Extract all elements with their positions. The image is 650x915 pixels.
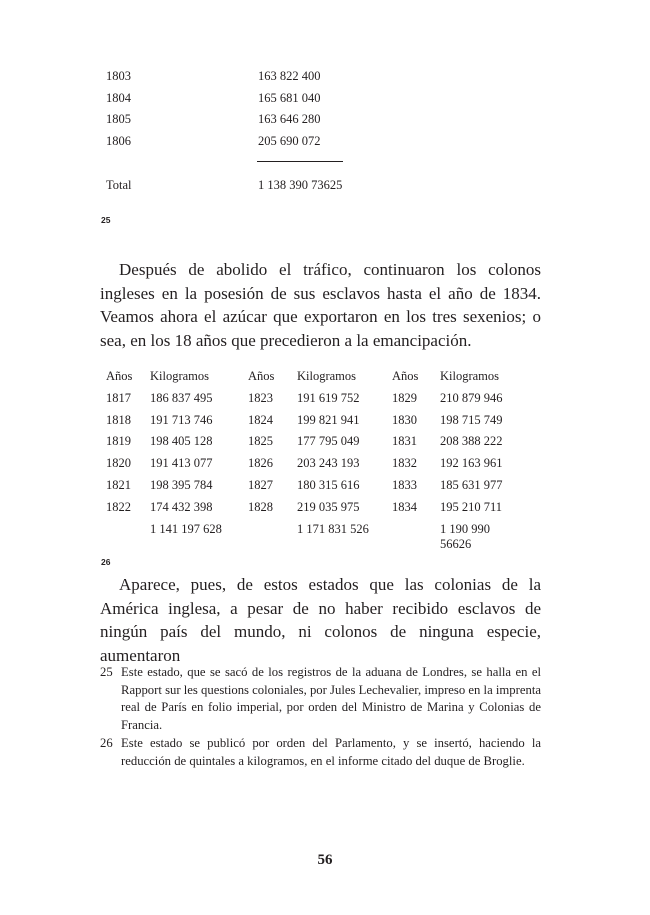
- table-row: [106, 475, 546, 497]
- table-cell: 203 243 193: [297, 456, 360, 471]
- header-cell: Kilogramos: [297, 369, 357, 383]
- footnote-text: Este estado se publicó por orden del Parlamento, y se insertó, haciendo la reducción de quintales a kilogramos, en el informe citado del duque de Broglie.: [121, 735, 541, 768]
- sugar-export-table: [106, 366, 546, 551]
- total-value: 1 138 390 73625: [258, 178, 343, 192]
- header-cell: Años: [248, 369, 275, 383]
- header-cell: Kilogramos: [150, 369, 210, 383]
- body-paragraph-1: [100, 258, 541, 352]
- table-cell: 219 035 975: [297, 499, 360, 514]
- table-row: [106, 497, 546, 519]
- table-cell: 191 713 746: [150, 412, 213, 427]
- table-cell: 1830: [392, 412, 417, 427]
- table-cell: 1821: [106, 477, 131, 492]
- page-number: 56: [317, 852, 333, 868]
- value-cell: 163 822 400: [258, 69, 321, 83]
- year-cell: 1806: [106, 134, 131, 149]
- total-cell: 1 190 990 56626: [440, 521, 490, 551]
- table-cell: 1823: [248, 390, 273, 405]
- table-cell: 191 619 752: [297, 390, 360, 405]
- header-cell: Años: [106, 369, 133, 383]
- table-cell: 192 163 961: [440, 456, 503, 471]
- table-cell: 208 388 222: [440, 434, 503, 449]
- table-cell: 1817: [106, 390, 131, 405]
- table-cell: 191 413 077: [150, 456, 213, 471]
- footnote-25: [100, 664, 541, 735]
- header-cell: Años: [392, 369, 419, 383]
- paragraph-text: Aparece, pues, de estos estados que las colonias de la América inglesa, a pesar de no haber recibido esclavos de ningún país del mundo, ni colonos de ninguna especie, aumentaron: [100, 575, 541, 665]
- table-cell: 1828: [248, 499, 273, 514]
- table-cell: 1834: [392, 499, 417, 514]
- total-cell: 1 141 197 628: [150, 521, 222, 536]
- footnote-number: 25: [100, 665, 113, 679]
- header-cell: Kilogramos: [440, 369, 500, 383]
- table-cell: 186 837 495: [150, 390, 213, 405]
- table-cell: 1827: [248, 477, 273, 492]
- totals-row: [106, 519, 546, 551]
- table-cell: 1822: [106, 499, 131, 514]
- table-row: [106, 410, 546, 432]
- table-header-row: [106, 366, 546, 388]
- table-cell: 210 879 946: [440, 390, 503, 405]
- paragraph-text: Después de abolido el tráfico, continuaron los colonos ingleses en la posesión de sus esclavos hasta el año de 1834. Veamos ahora el azúcar que exportaron en los tres sexenios; o sea, en los 18 años que precedieron a la emancipación.: [100, 260, 541, 350]
- total-row: [106, 174, 506, 196]
- table-row: [106, 453, 546, 475]
- table-cell: 1825: [248, 434, 273, 449]
- year-cell: 1804: [106, 90, 131, 105]
- table-cell: 1831: [392, 434, 417, 449]
- table-cell: 177 795 049: [297, 434, 360, 449]
- footnote-text: Este estado, que se sacó de los registros de la aduana de Londres, se halla en el Rapport sur les questions coloniales, por Jules Lechevalier, impreso en la imprenta real de París en folio imperial, por orden del Ministro de Marina y Colonias de Francia.: [121, 665, 541, 733]
- table-cell: 1833: [392, 477, 417, 492]
- table-row: [106, 431, 546, 453]
- note-marker-26: 26: [101, 557, 111, 567]
- table-cell: 198 395 784: [150, 477, 213, 492]
- sum-rule: [257, 161, 343, 162]
- table-cell: 1818: [106, 412, 131, 427]
- table-cell: 195 210 711: [440, 499, 503, 514]
- table-cell: 1826: [248, 456, 273, 471]
- table-cell: 1824: [248, 412, 273, 427]
- table-cell: 1832: [392, 456, 417, 471]
- table-cell: 185 631 977: [440, 477, 503, 492]
- table-row: [106, 388, 546, 410]
- table-cell: 174 432 398: [150, 499, 213, 514]
- year-cell: 1805: [106, 112, 131, 127]
- table-cell: 1820: [106, 456, 131, 471]
- total-label: Total: [106, 178, 132, 192]
- value-cell: 165 681 040: [258, 90, 321, 105]
- value-cell: 163 646 280: [258, 112, 321, 127]
- table-cell: 199 821 941: [297, 412, 360, 427]
- value-cell: 205 690 072: [258, 134, 321, 149]
- note-marker-25: 25: [101, 215, 111, 225]
- table-cell: 180 315 616: [297, 477, 360, 492]
- table-cell: 1829: [392, 390, 417, 405]
- body-paragraph-2: [100, 573, 541, 667]
- year-cell: 1803: [106, 69, 131, 83]
- table-cell: 198 405 128: [150, 434, 213, 449]
- footnote-26: [100, 735, 541, 770]
- table-cell: 1819: [106, 434, 131, 449]
- footnote-number: 26: [100, 735, 113, 750]
- total-cell: 1 171 831 526: [297, 521, 369, 536]
- table-cell: 198 715 749: [440, 412, 503, 427]
- footnotes: [100, 664, 541, 770]
